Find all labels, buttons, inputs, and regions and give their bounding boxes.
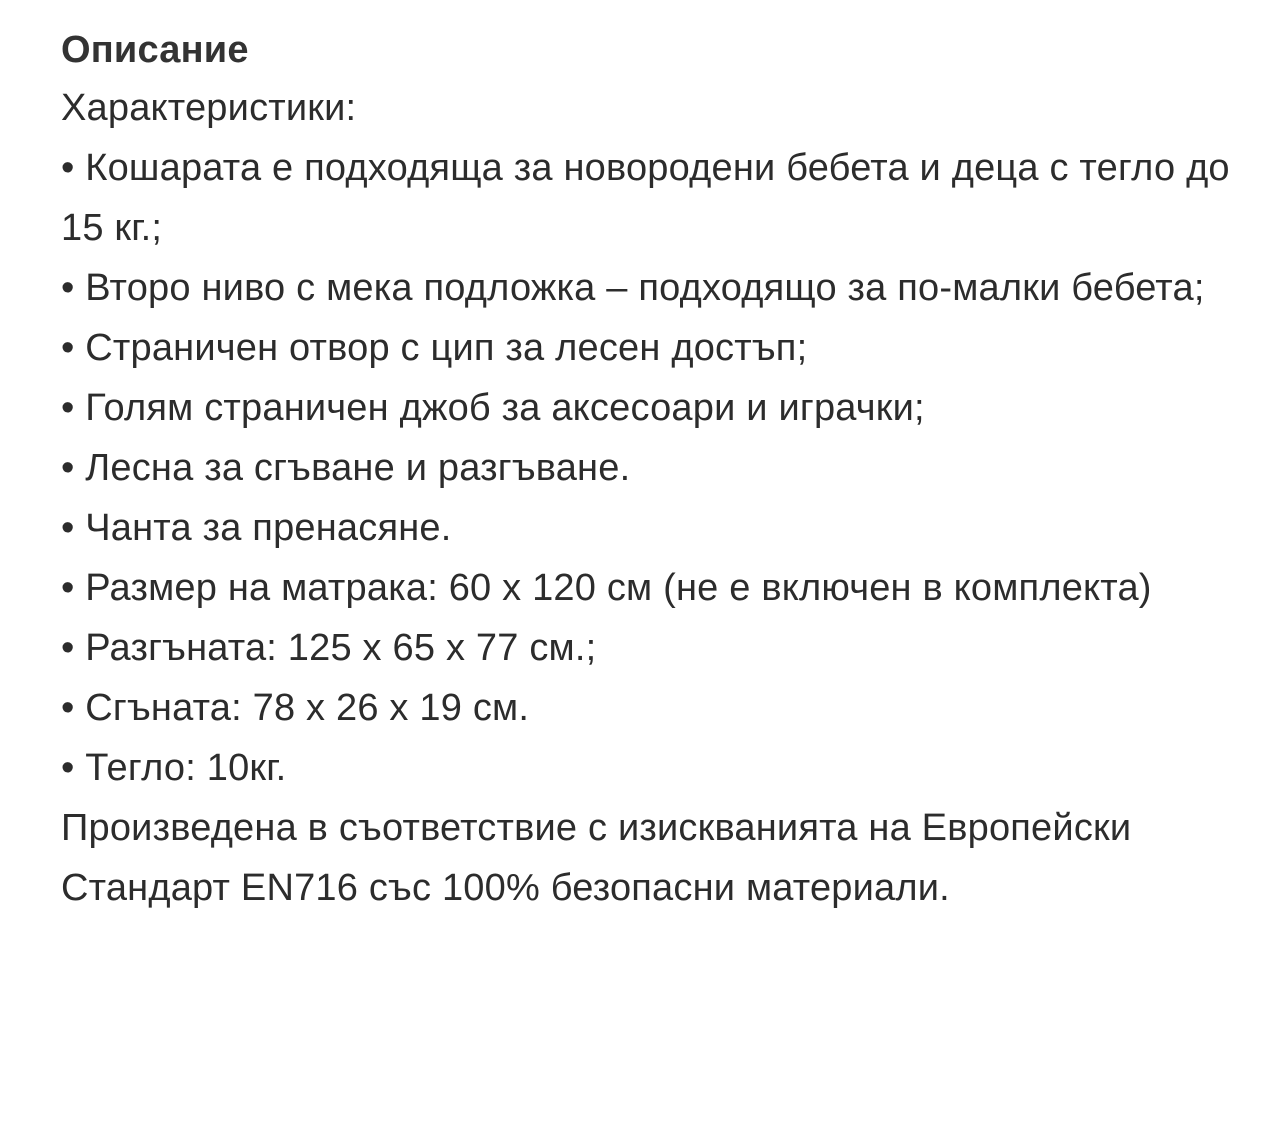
- description-title: Описание: [61, 29, 249, 71]
- feature-item: • Разгъната: 125 х 65 х 77 см.;: [61, 627, 597, 669]
- feature-list: [61, 138, 1231, 798]
- feature-item: • Второ ниво с мека подложка – подходящо за по-малки бебета;: [61, 267, 1205, 309]
- feature-item: • Чанта за пренасяне.: [61, 507, 452, 549]
- feature-item: • Кошарата е подходяща за новородени бебета и деца с тегло до 15 кг.;: [61, 147, 1230, 249]
- characteristics-heading: Характеристики:: [61, 87, 357, 129]
- product-description: [61, 22, 1231, 918]
- feature-item: • Голям страничен джоб за аксесоари и играчки;: [61, 387, 925, 429]
- feature-item: • Размер на матрака: 60 х 120 см (не е включен в комплекта): [61, 567, 1152, 609]
- feature-item: • Тегло: 10кг.: [61, 747, 287, 789]
- feature-item: • Лесна за сгъване и разгъване.: [61, 447, 631, 489]
- feature-item: • Сгъната: 78 х 26 х 19 см.: [61, 687, 530, 729]
- feature-item: • Страничен отвор с цип за лесен достъп;: [61, 327, 808, 369]
- compliance-note: Произведена в съответствие с изискванията на Европейски Стандарт EN716 със 100% безопасни материали.: [61, 807, 1132, 909]
